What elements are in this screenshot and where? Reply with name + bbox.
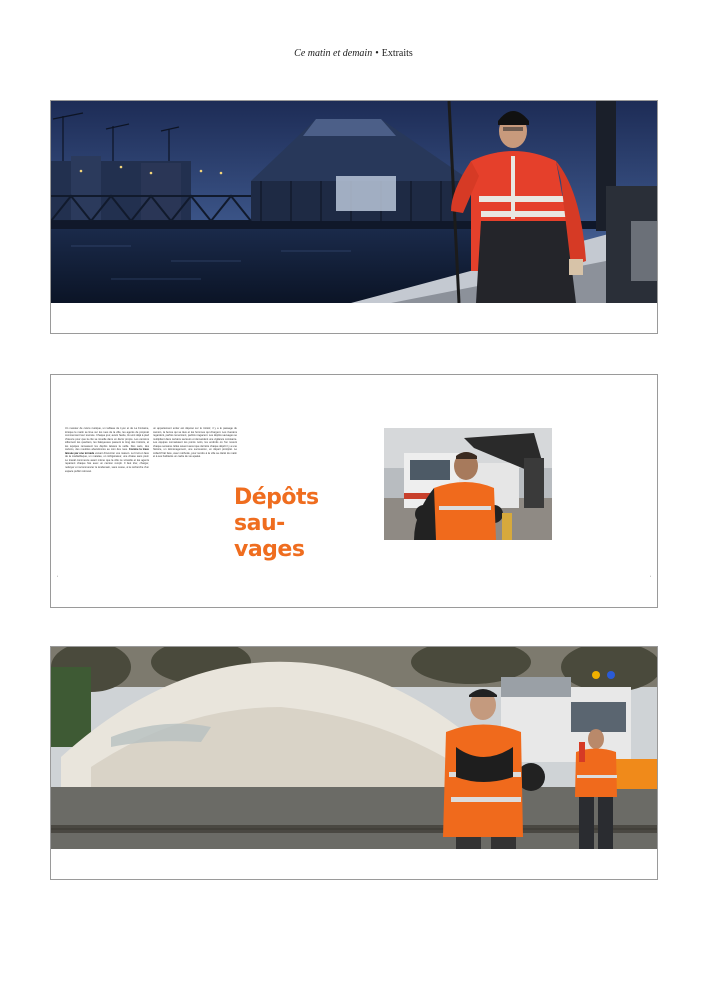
text-column-left [65,427,149,473]
text-column-right [153,427,237,459]
column-left-text-2: venant d'éventrer une maison. Le bruit en face de la médiathèque, un matelas, un réfrigérateur, une chaise sans pied. Le travail commence avant même que la ville ne s'éveille et les agents repartent chaque fois avec un camion rempli. Il faut trier, charger, nettoyer et recommencer le lendemain, sans cesse, à la recherche d'un espace public retrouvé. [65,451,149,473]
page-header [0,48,707,59]
heading-line-2: sau- [234,511,285,536]
heading-line-1: Dépôts [234,485,319,510]
page-number-right: • [649,574,651,578]
spread-2 [50,374,658,608]
photo-night-bridge-worker [51,101,657,303]
column-right-text: un appartement entier est déposé sur le trottoir, il y a le passage du camion, la benne qui se lève et les hommes qui chargent. Les riverains regardent, parfois remercient, parfois s'agacent. Les dépôts sauvages se multiplient dans certains secteurs et demandent une vigilance constante. Les équipes connaissent les points noirs, les endroits où l'on revient chaque semaine. Elles savent aussi que derrière chaque dépôt il y a une histoire, un déménagement, une succession, un départ précipité. Le collectif fait face, avec méthode, pour rendre à la ville sa clarté du matin et à ses habitants un cadre de vie apaisé. [153,427,237,459]
column-left-bold: Comme la trace laissée par une tornade [65,448,149,455]
spread-3 [50,646,658,880]
section-title: Extraits [381,48,413,59]
photo-truck-worker [384,428,552,540]
spread-1 [50,100,658,334]
heading-line-3: vages [234,537,305,562]
column-left-text: Un messier de cuivre rustique, un tableau de Lyon et de La Fontaine, lorsque le matin se lève sur les rues de la ville, les agents de propreté commencent leur tournée. Chaque jour, avant l'aube, ils sont déjà à pied d'œuvre pour que la cité se réveille dans un décor propre. Les camions sillonnent les quartiers, les balayeuses passent le long des trottoirs, et les équipes ramassent les dépôts laissés la veille. Des sacs, des cartons, des meubles abandonnés au coin des rues. [65,427,149,452]
chapter-heading [234,485,319,563]
page-number-left: • [57,574,59,578]
header-separator: • [375,48,379,59]
photo-salt-pile-workers [51,647,657,849]
book-title: Ce matin et demain [294,48,373,59]
